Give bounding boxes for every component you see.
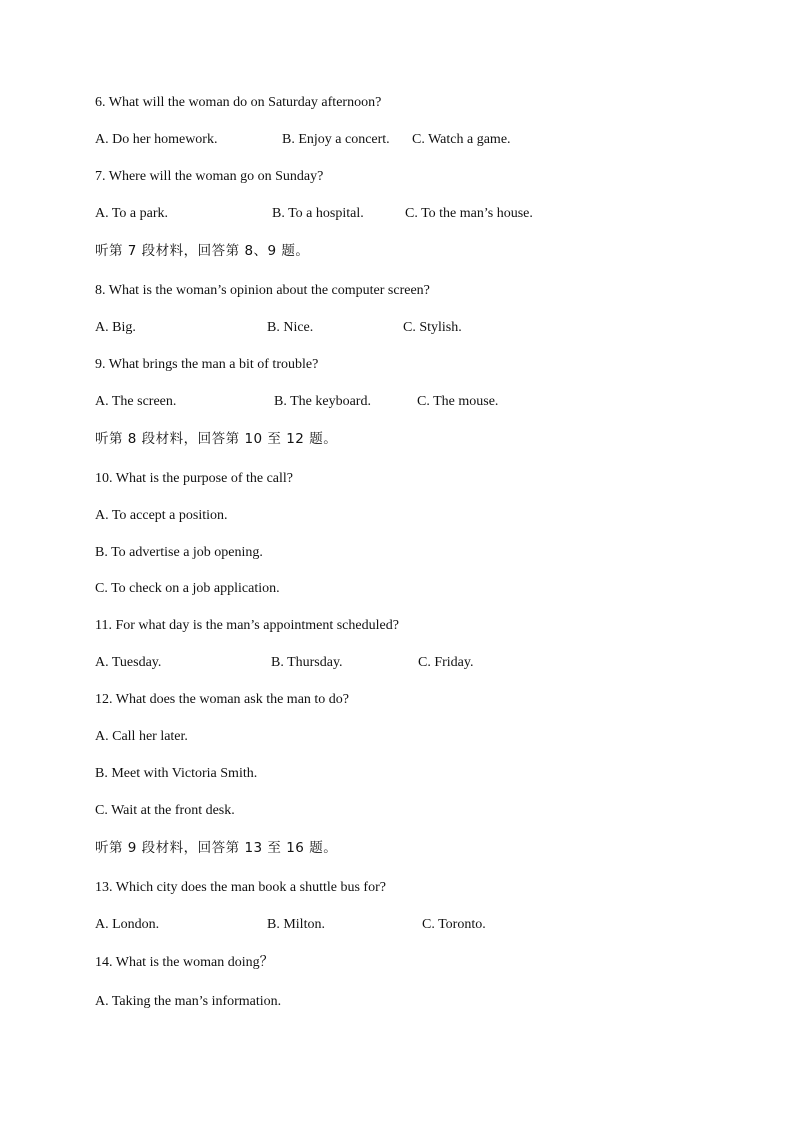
q11-option-b: B. Thursday. xyxy=(271,655,343,670)
q11-option-a: A. Tuesday. xyxy=(95,655,162,670)
q7-option-a: A. To a park. xyxy=(95,206,169,221)
q13-option-a: A. London. xyxy=(95,917,160,932)
question-12: 12. What does the woman ask the man to do? xyxy=(95,692,350,707)
question-8: 8. What is the woman’s opinion about the computer screen? xyxy=(95,283,430,298)
q6-option-a: A. Do her homework. xyxy=(95,132,218,147)
q10-option-b: B. To advertise a job opening. xyxy=(95,545,263,560)
q8-option-c: C. Stylish. xyxy=(403,320,462,335)
q12-option-a: A. Call her later. xyxy=(95,729,188,744)
q8-option-a: A. Big. xyxy=(95,320,136,335)
question-7: 7. Where will the woman go on Sunday? xyxy=(95,169,324,184)
q10-option-a: A. To accept a position. xyxy=(95,508,228,523)
question-6: 6. What will the woman do on Saturday afternoon? xyxy=(95,95,382,110)
q12-option-b: B. Meet with Victoria Smith. xyxy=(95,766,258,781)
q11-option-c: C. Friday. xyxy=(418,655,474,670)
q10-option-c: C. To check on a job application. xyxy=(95,581,280,596)
question-10: 10. What is the purpose of the call? xyxy=(95,471,294,486)
section-heading-9: 听第 9 段材料，回答第 13 至 16 题。 xyxy=(95,840,338,856)
q14-option-a: A. Taking the man’s information. xyxy=(95,994,282,1009)
q7-option-c: C. To the man’s house. xyxy=(405,206,533,221)
question-11: 11. For what day is the man’s appointment scheduled? xyxy=(95,618,399,633)
q13-option-b: B. Milton. xyxy=(267,917,325,932)
q9-option-a: A. The screen. xyxy=(95,394,177,409)
question-9: 9. What brings the man a bit of trouble? xyxy=(95,357,319,372)
section-heading-8: 听第 8 段材料，回答第 10 至 12 题。 xyxy=(95,431,338,447)
q12-option-c: C. Wait at the front desk. xyxy=(95,803,235,818)
q13-option-c: C. Toronto. xyxy=(422,917,486,932)
q9-option-b: B. The keyboard. xyxy=(274,394,371,409)
q6-option-b: B. Enjoy a concert. xyxy=(282,132,390,147)
question-14: 14. What is the woman doing？ xyxy=(95,955,274,970)
section-heading-7: 听第 7 段材料，回答第 8、9 题。 xyxy=(95,243,310,259)
q7-option-b: B. To a hospital. xyxy=(272,206,364,221)
q9-option-c: C. The mouse. xyxy=(417,394,499,409)
q6-option-c: C. Watch a game. xyxy=(412,132,511,147)
q8-option-b: B. Nice. xyxy=(267,320,314,335)
question-13: 13. Which city does the man book a shuttle bus for? xyxy=(95,880,386,895)
